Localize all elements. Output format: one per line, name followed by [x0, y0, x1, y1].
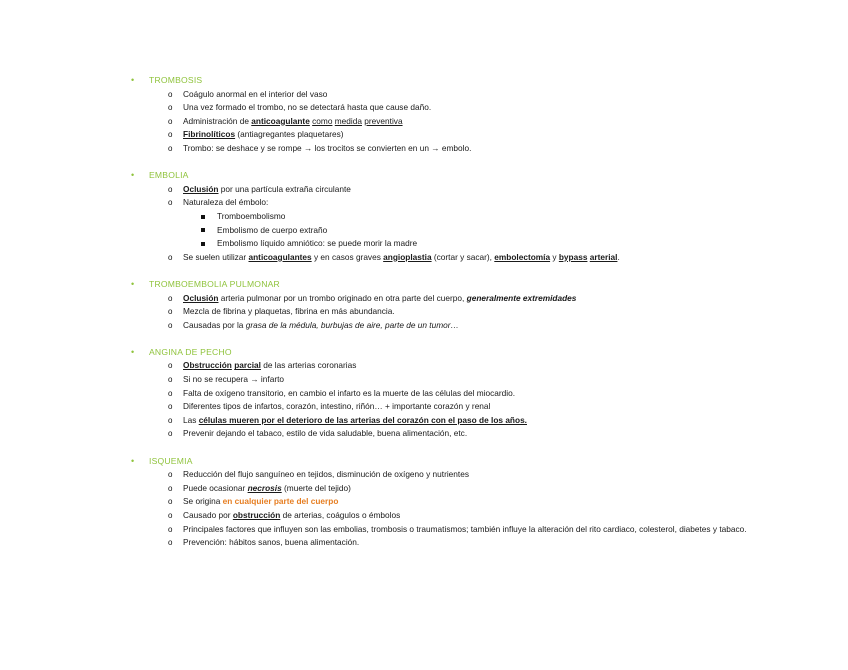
- section-embolia: [131, 169, 771, 264]
- text-run: Coágulo anormal en el interior del vaso: [183, 88, 328, 99]
- list-item: [131, 509, 771, 523]
- list-item: [131, 359, 771, 373]
- circle-bullet-marker: o: [168, 538, 173, 548]
- circle-bullet-marker: o: [168, 375, 173, 385]
- text-run: bypass: [558, 251, 588, 262]
- section-heading: [131, 74, 771, 88]
- list-item: [131, 101, 771, 115]
- sub-item-text: Embolismo de cuerpo extraño: [217, 224, 328, 235]
- list-item: [131, 115, 771, 129]
- text-run: en cualquier parte del cuerpo: [222, 496, 339, 507]
- section-title: ISQUEMIA: [149, 455, 193, 466]
- circle-bullet-marker: o: [168, 511, 173, 520]
- sub-list-item: [131, 224, 771, 238]
- text-run: Si no se recupera → infarto: [183, 374, 284, 385]
- list-item: [131, 373, 771, 387]
- text-run: anticoagulante: [251, 115, 310, 126]
- square-bullet-icon: [201, 215, 205, 219]
- text-run: (antiagregantes plaquetares): [235, 129, 344, 140]
- text-run: necrosis: [247, 482, 282, 493]
- text-run: Las: [183, 414, 199, 425]
- circle-bullet-marker: o: [168, 470, 173, 480]
- circle-bullet-marker: o: [168, 497, 173, 507]
- text-run: arterial: [589, 251, 618, 262]
- text-run: por una partícula extraña circulante: [218, 183, 351, 194]
- bullet-marker: •: [131, 346, 135, 357]
- list-item: [131, 128, 771, 142]
- circle-bullet-marker: o: [168, 524, 173, 534]
- section-heading: [131, 169, 771, 183]
- text-run: parcial: [234, 360, 261, 371]
- list-item: [131, 427, 771, 441]
- circle-bullet-marker: o: [168, 293, 173, 303]
- section-heading: [131, 346, 771, 360]
- text-run: arteria pulmonar por un trombo originado en otra parte del cuerpo,: [218, 292, 467, 303]
- section-title: EMBOLIA: [149, 170, 189, 181]
- list-item: [131, 482, 771, 496]
- text-run: anticoagulantes: [248, 251, 312, 262]
- section-tromboembolia-pulmonar: [131, 278, 771, 332]
- list-item: [131, 495, 771, 509]
- text-run: Causado por: [183, 510, 233, 520]
- section-isquemia: [131, 455, 771, 550]
- section-trombosis: [131, 74, 771, 156]
- list-item: [131, 292, 771, 306]
- text-run: grasa de la médula, burbujas de aire, parte de un tumor…: [245, 319, 459, 330]
- square-bullet-icon: [201, 242, 205, 246]
- text-run: como: [312, 115, 333, 126]
- bullet-marker: •: [131, 278, 135, 289]
- circle-bullet-marker: o: [168, 89, 173, 99]
- text-run: Una vez formado el trombo, no se detectará hasta que cause daño.: [183, 102, 432, 113]
- section-title: TROMBOSIS: [149, 75, 203, 85]
- list-item: [131, 414, 771, 428]
- list-item: [131, 142, 771, 156]
- text-run: Principales factores que influyen son las embolias, trombosis o traumatismos; también influye la alteración del rito cardiaco, colesterol, diabetes y tabaco.: [183, 523, 747, 534]
- text-run: Oclusión: [183, 292, 219, 303]
- square-bullet-icon: [201, 228, 205, 232]
- list-item: [131, 536, 771, 550]
- list-item: [131, 523, 771, 537]
- circle-bullet-marker: o: [168, 415, 173, 425]
- circle-bullet-marker: o: [168, 130, 173, 140]
- circle-bullet-marker: o: [168, 198, 173, 208]
- text-run: Fibrinolíticos: [183, 129, 236, 140]
- list-item: [131, 251, 771, 265]
- text-run: Se origina: [183, 496, 223, 507]
- section-heading: [131, 278, 771, 292]
- text-run: Diferentes tipos de infartos, corazón, intestino, riñón… + importante corazón y renal: [183, 401, 491, 412]
- text-run: Obstrucción: [183, 360, 232, 371]
- circle-bullet-marker: o: [168, 388, 173, 398]
- sub-item-text: Embolismo líquido amniótico: se puede morir la madre: [217, 238, 418, 249]
- circle-bullet-marker: o: [168, 320, 173, 330]
- section-title: TROMBOEMBOLIA PULMONAR: [149, 278, 280, 289]
- text-run: y: [550, 251, 559, 262]
- text-run: angioplastia: [383, 251, 432, 262]
- text-run: Mezcla de fibrina y plaquetas, fibrina en más abundancia.: [183, 306, 395, 317]
- list-item: [131, 319, 771, 333]
- text-run: embolectomía: [494, 251, 551, 262]
- text-run: Prevenir dejando el tabaco, estilo de vida saludable, buena alimentación, etc.: [183, 428, 468, 439]
- circle-bullet-marker: o: [168, 402, 173, 412]
- circle-bullet-marker: o: [168, 483, 173, 493]
- list-item: [131, 387, 771, 401]
- text-run: células mueren por el deterioro de las arterias del corazón con el paso de los años.: [198, 414, 527, 425]
- circle-bullet-marker: o: [168, 252, 173, 262]
- text-run: generalmente extremidades: [466, 292, 577, 303]
- section-heading: [131, 455, 771, 469]
- circle-bullet-marker: o: [168, 116, 173, 126]
- bullet-marker: •: [131, 170, 135, 181]
- circle-bullet-marker: o: [168, 184, 173, 194]
- text-run: Administración de: [183, 115, 252, 126]
- list-item: [131, 468, 771, 482]
- text-run: (muerte del tejido): [281, 482, 351, 493]
- circle-bullet-marker: o: [168, 307, 173, 317]
- text-run: Prevención: hábitos sanos, buena alimentación.: [183, 537, 360, 548]
- text-run: preventiva: [364, 115, 403, 126]
- list-item: [131, 196, 771, 210]
- circle-bullet-marker: o: [168, 103, 173, 113]
- bullet-marker: •: [131, 75, 135, 85]
- sub-list-item: [131, 237, 771, 251]
- text-run: de las arterias coronarias: [260, 360, 357, 371]
- text-run: medida: [334, 115, 362, 126]
- text-run: Se suelen utilizar: [183, 251, 249, 262]
- text-run: Causadas por la: [183, 319, 246, 330]
- document-content: [131, 74, 771, 563]
- text-run: obstrucción: [232, 510, 281, 520]
- circle-bullet-marker: o: [168, 361, 173, 371]
- section-angina-de-pecho: [131, 346, 771, 441]
- sub-list-item: [131, 210, 771, 224]
- section-title: ANGINA DE PECHO: [149, 346, 232, 357]
- bullet-marker: •: [131, 455, 135, 466]
- text-run: Oclusión: [183, 183, 219, 194]
- list-item: [131, 183, 771, 197]
- list-item: [131, 400, 771, 414]
- text-run: Trombo: se deshace y se rompe → los trocitos se convierten en un → embolo.: [183, 142, 472, 153]
- sub-item-text: Tromboembolismo: [217, 210, 286, 221]
- list-item: [131, 88, 771, 102]
- text-run: .: [617, 251, 620, 262]
- text-run: Reducción del flujo sanguíneo en tejidos, disminución de oxígeno y nutrientes: [183, 469, 469, 480]
- text-run: y en casos graves: [311, 251, 384, 262]
- circle-bullet-marker: o: [168, 143, 173, 153]
- circle-bullet-marker: o: [168, 429, 173, 439]
- text-run: Naturaleza del émbolo:: [183, 197, 269, 208]
- text-run: Puede ocasionar: [183, 482, 248, 493]
- text-run: de arterias, coágulos o émbolos: [280, 510, 401, 520]
- text-run: (cortar y sacar),: [431, 251, 495, 262]
- list-item: [131, 305, 771, 319]
- text-run: Falta de oxígeno transitorio, en cambio el infarto es la muerte de las células del miocardio.: [183, 387, 516, 398]
